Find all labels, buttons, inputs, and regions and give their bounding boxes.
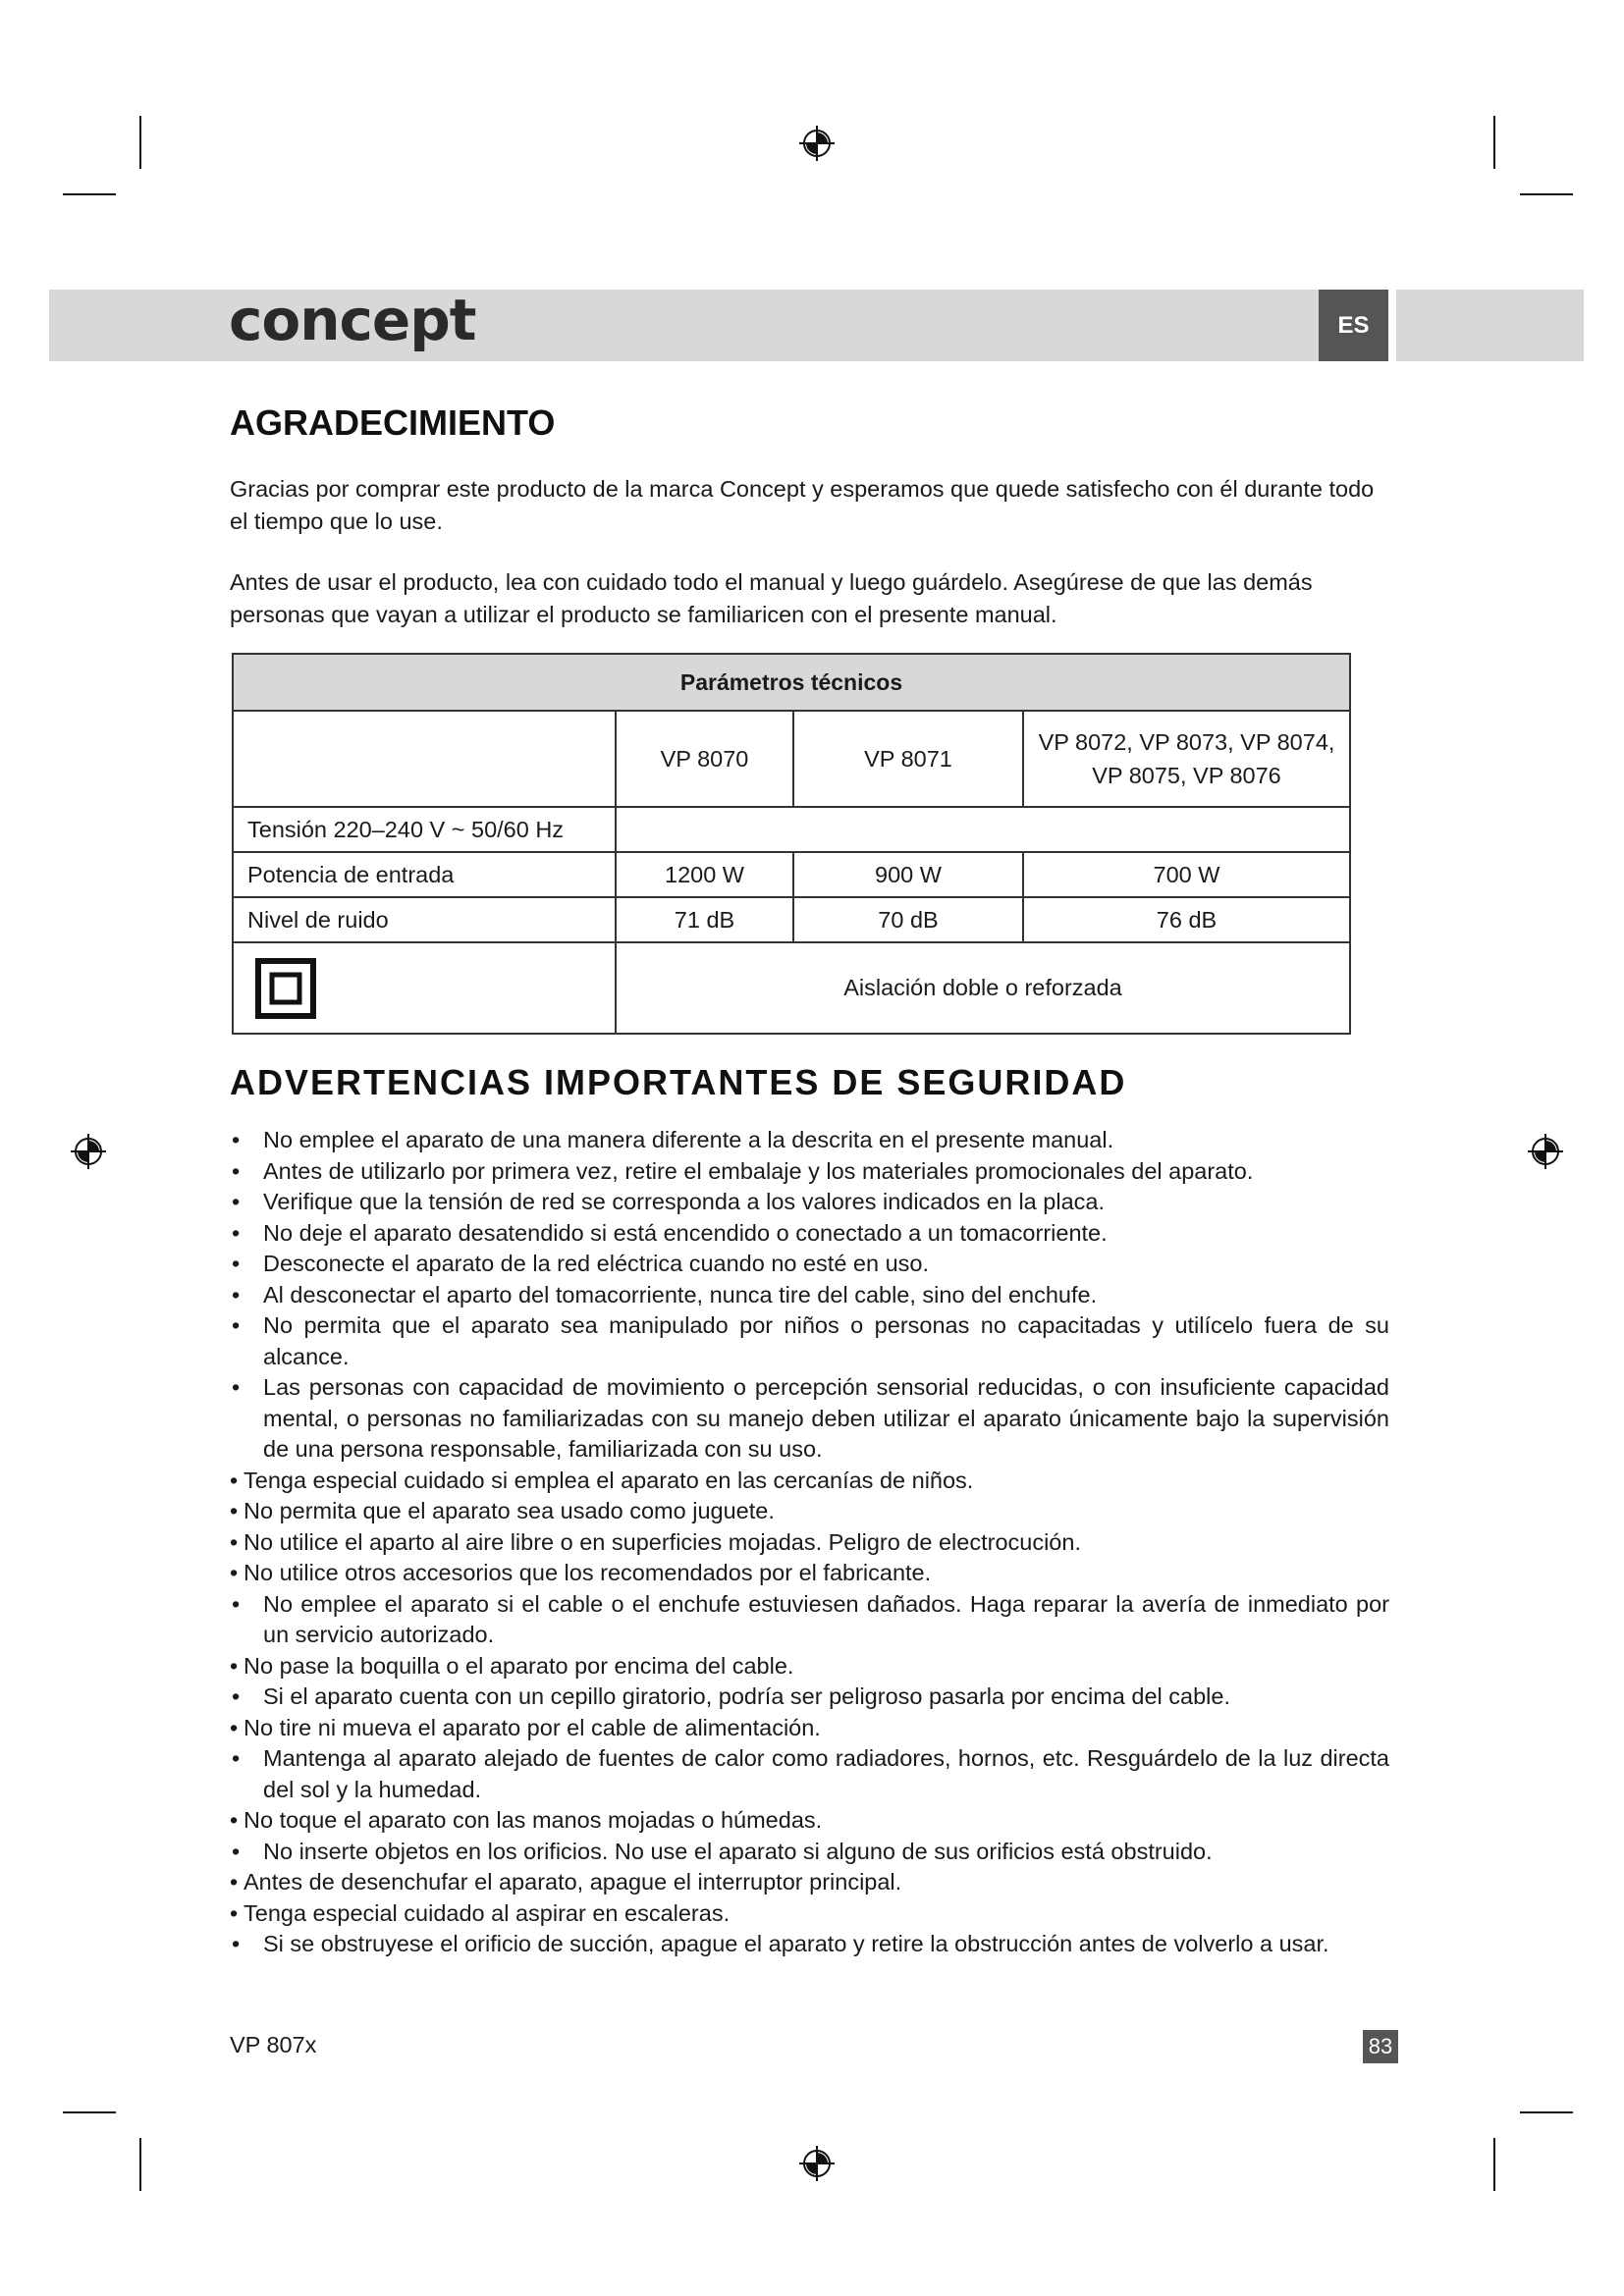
crop-mark xyxy=(139,116,141,169)
list-item: • Antes de utilizarlo por primera vez, retire el embalaje y los materiales promocionales del aparato. xyxy=(230,1156,1389,1188)
crop-mark xyxy=(1493,2138,1495,2191)
list-item: • No emplee el aparato si el cable o el enchufe estuviesen dañados. Haga reparar la avería de inmediato por un servicio autorizado. xyxy=(230,1589,1389,1651)
table-row-label: Tensión 220–240 V ~ 50/60 Hz xyxy=(233,807,616,852)
list-item: • Mantenga al aparato alejado de fuentes de calor como radiadores, hornos, etc. Resguárdelo de la luz directa del sol y la humedad. xyxy=(230,1743,1389,1805)
list-item: • No permita que el aparato sea manipulado por niños o personas no capacitadas y utilícelo fuera de su alcance. xyxy=(230,1310,1389,1372)
crop-mark xyxy=(1520,193,1573,195)
table-row-label: Nivel de ruido xyxy=(233,897,616,942)
list-item: • No deje el aparato desatendido si está encendido o conectado a un tomacorriente. xyxy=(230,1218,1389,1250)
crop-mark xyxy=(63,2111,116,2113)
table-cell: 71 dB xyxy=(616,897,793,942)
crop-mark xyxy=(139,2138,141,2191)
list-item: • Desconecte el aparato de la red eléctrica cuando no esté en uso. xyxy=(230,1249,1389,1280)
list-item: • No permita que el aparato sea usado como juguete. xyxy=(230,1496,1389,1527)
safety-warnings-list xyxy=(230,1125,1389,1960)
table-cell: 700 W xyxy=(1023,852,1350,897)
table-empty-cell xyxy=(616,807,1350,852)
brand-logo: concept xyxy=(229,287,476,353)
crop-mark xyxy=(1493,116,1495,169)
list-item: • Verifique que la tensión de red se corresponda a los valores indicados en la placa. xyxy=(230,1187,1389,1218)
list-item: • Antes de desenchufar el aparato, apague el interruptor principal. xyxy=(230,1867,1389,1898)
section-title-thanks: AGRADECIMIENTO xyxy=(230,402,556,443)
insulation-text: Aislación doble o reforzada xyxy=(616,942,1350,1034)
registration-mark-icon xyxy=(1526,1132,1565,1171)
list-item: • No utilice el aparto al aire libre o en superficies mojadas. Peligro de electrocución. xyxy=(230,1527,1389,1559)
list-item: • Tenga especial cuidado si emplea el aparato en las cercanías de niños. xyxy=(230,1466,1389,1497)
list-item: • Tenga especial cuidado al aspirar en escaleras. xyxy=(230,1898,1389,1930)
intro-paragraph: Antes de usar el producto, lea con cuidado todo el manual y luego guárdelo. Asegúrese de que las demás personas que vayan a utilizar el producto se familiaricen con el presente manual. xyxy=(230,569,1313,627)
list-item: • No pase la boquilla o el aparato por encima del cable. xyxy=(230,1651,1389,1682)
language-badge: ES xyxy=(1319,290,1388,361)
table-row-label: Potencia de entrada xyxy=(233,852,616,897)
section-title-safety: ADVERTENCIAS IMPORTANTES DE SEGURIDAD xyxy=(230,1062,1127,1102)
crop-mark xyxy=(1520,2111,1573,2113)
table-model: VP 8070 xyxy=(616,711,793,807)
table-cell: 900 W xyxy=(793,852,1023,897)
table-cell: 70 dB xyxy=(793,897,1023,942)
footer-model: VP 807x xyxy=(230,2032,317,2057)
table-model: VP 8072, VP 8073, VP 8074, VP 8075, VP 8076 xyxy=(1023,711,1350,807)
crop-mark xyxy=(63,193,116,195)
table-cell: 1200 W xyxy=(616,852,793,897)
list-item: • No inserte objetos en los orificios. No use el aparato si alguno de sus orificios está obstruido. xyxy=(230,1837,1389,1868)
intro-paragraph: Gracias por comprar este producto de la marca Concept y esperamos que quede satisfecho con él durante todo el tiempo que lo use. xyxy=(230,476,1375,534)
table-title: Parámetros técnicos xyxy=(233,654,1350,711)
list-item: • No toque el aparato con las manos mojadas o húmedas. xyxy=(230,1805,1389,1837)
double-insulation-icon xyxy=(255,958,316,1019)
table-cell: 76 dB xyxy=(1023,897,1350,942)
table-model: VP 8071 xyxy=(793,711,1023,807)
registration-mark-icon xyxy=(797,2144,837,2183)
table-empty-cell xyxy=(233,711,616,807)
header-band-gap xyxy=(1388,290,1396,361)
list-item: • No utilice otros accesorios que los recomendados por el fabricante. xyxy=(230,1558,1389,1589)
list-item: • Las personas con capacidad de movimiento o percepción sensorial reducidas, o con insuficiente capacidad mental, o personas no familiarizadas con su manejo deben utilizar el aparato únicamente bajo la supervisión de una persona responsable, familiarizada con su uso. xyxy=(230,1372,1389,1466)
registration-mark-icon xyxy=(797,124,837,163)
list-item: • No emplee el aparato de una manera diferente a la descrita en el presente manual. xyxy=(230,1125,1389,1156)
registration-mark-icon xyxy=(69,1132,108,1171)
list-item: • Al desconectar el aparto del tomacorriente, nunca tire del cable, sino del enchufe. xyxy=(230,1280,1389,1311)
insulation-symbol-cell xyxy=(233,942,616,1034)
list-item: • Si el aparato cuenta con un cepillo giratorio, podría ser peligroso pasarla por encima del cable. xyxy=(230,1682,1389,1713)
page-number: 83 xyxy=(1363,2030,1398,2063)
list-item: • Si se obstruyese el orificio de succión, apague el aparato y retire la obstrucción antes de volverlo a usar. xyxy=(230,1929,1389,1960)
list-item: • No tire ni mueva el aparato por el cable de alimentación. xyxy=(230,1713,1389,1744)
technical-parameters-table xyxy=(232,653,1351,1035)
